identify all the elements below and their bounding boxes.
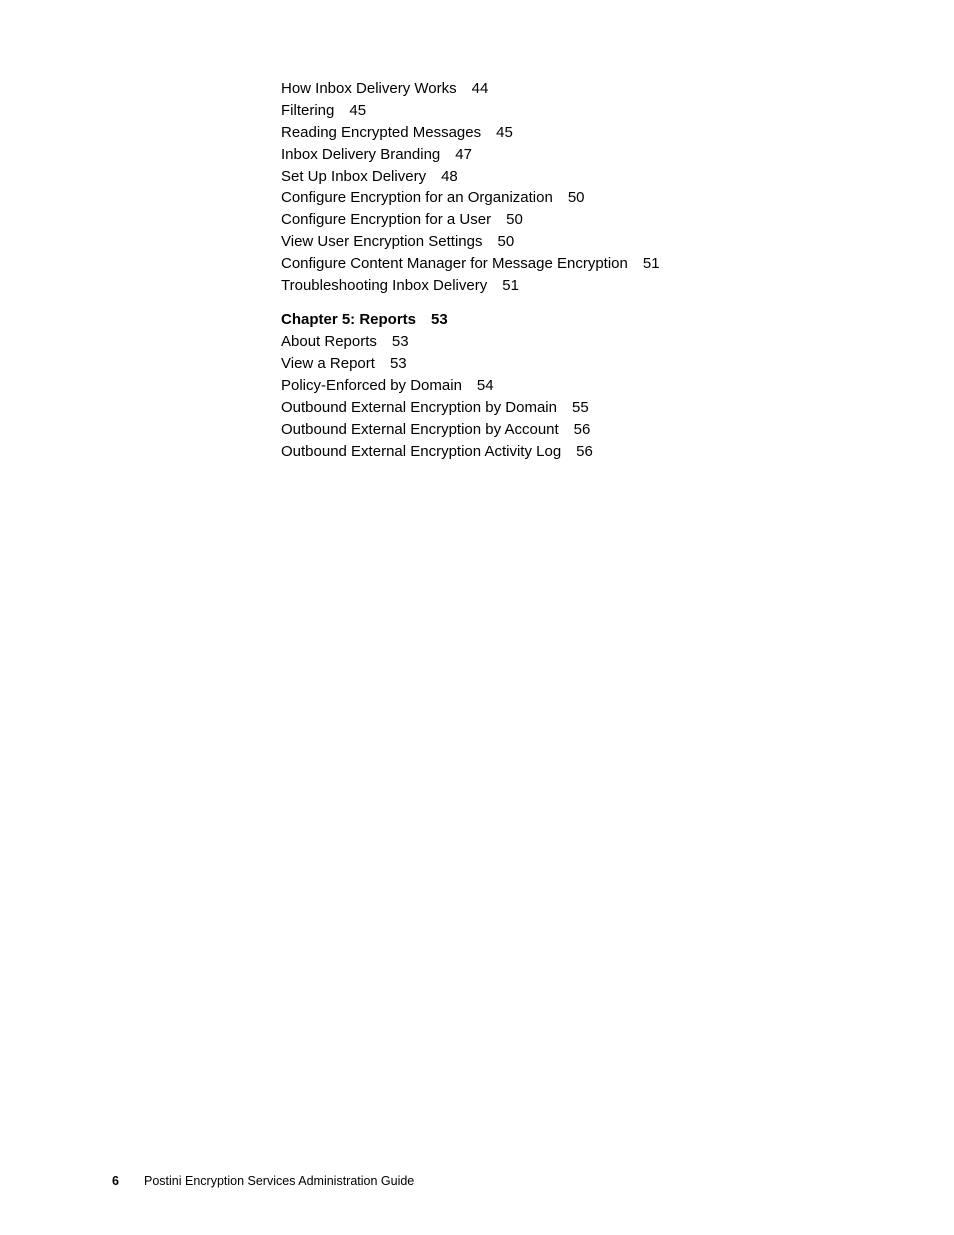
toc-entry[interactable] — [281, 275, 921, 297]
toc-entry-page: 56 — [573, 420, 591, 438]
toc-entry-title: Outbound External Encryption by Account — [281, 420, 559, 438]
toc-entry-page: 47 — [455, 145, 472, 163]
toc-entry[interactable] — [281, 441, 921, 463]
toc-entry[interactable] — [281, 166, 921, 188]
toc-entry-page: 53 — [391, 333, 409, 351]
page-footer — [112, 1173, 414, 1189]
toc-entry-page: 48 — [441, 167, 458, 185]
toc-entry[interactable] — [281, 375, 921, 397]
toc-entry[interactable] — [281, 331, 921, 353]
toc-entry-page: 44 — [471, 80, 489, 97]
toc-entry-page: 51 — [642, 255, 660, 273]
toc-chapter-page: 53 — [431, 311, 448, 329]
toc-entry-title: How Inbox Delivery Works — [281, 80, 457, 97]
toc-entry-title: Outbound External Encryption Activity Log — [281, 442, 562, 460]
toc-entry[interactable] — [281, 397, 921, 419]
toc-entry-page: 50 — [506, 211, 523, 229]
toc-entry-title: Reading Encrypted Messages — [281, 123, 482, 141]
footer-guide-title: Postini Encryption Services Administration Guide — [144, 1174, 415, 1188]
toc-entry[interactable] — [281, 209, 921, 231]
toc-entry[interactable] — [281, 419, 921, 441]
toc-entry-page: 53 — [389, 355, 407, 373]
toc-entry-title: Set Up Inbox Delivery — [281, 167, 427, 185]
toc-entry-title: Outbound External Encryption by Domain — [281, 398, 557, 416]
toc-entry[interactable] — [281, 100, 921, 122]
toc-entry-title: Configure Encryption for a User — [281, 211, 492, 229]
toc-entry[interactable] — [281, 353, 921, 375]
toc-entry[interactable] — [281, 187, 921, 209]
toc-entry[interactable] — [281, 231, 921, 253]
toc-entry-page: 55 — [571, 398, 589, 416]
toc-entry-page: 50 — [567, 189, 585, 207]
toc-chapter-heading[interactable] — [281, 309, 921, 331]
toc-entry[interactable] — [281, 122, 921, 144]
toc-entry-page: 45 — [496, 123, 513, 141]
toc-chapter-title: Chapter 5: Reports — [281, 311, 417, 329]
toc-entry-title: Inbox Delivery Branding — [281, 145, 441, 163]
toc-entry[interactable] — [281, 253, 921, 275]
toc-entry-page: 45 — [349, 101, 367, 119]
toc-entry-title: View a Report — [281, 355, 375, 373]
toc-entry-title: About Reports — [281, 333, 377, 351]
table-of-contents — [281, 78, 921, 463]
toc-entry[interactable] — [281, 144, 921, 166]
toc-entry-page: 51 — [502, 277, 519, 295]
toc-entry-title: Configure Content Manager for Message Encryption — [281, 255, 628, 273]
toc-entry-title: Configure Encryption for an Organization — [281, 189, 553, 207]
toc-entry-title: View User Encryption Settings — [281, 233, 483, 251]
toc-entry-title: Policy-Enforced by Domain — [281, 377, 462, 395]
toc-entry-page: 54 — [476, 377, 494, 395]
footer-page-number: 6 — [112, 1174, 119, 1188]
toc-entry-page: 50 — [497, 233, 515, 251]
toc-entry[interactable] — [281, 78, 921, 100]
toc-entry-title: Troubleshooting Inbox Delivery — [281, 277, 488, 295]
toc-entry-page: 56 — [576, 442, 593, 460]
toc-entry-title: Filtering — [281, 101, 335, 119]
